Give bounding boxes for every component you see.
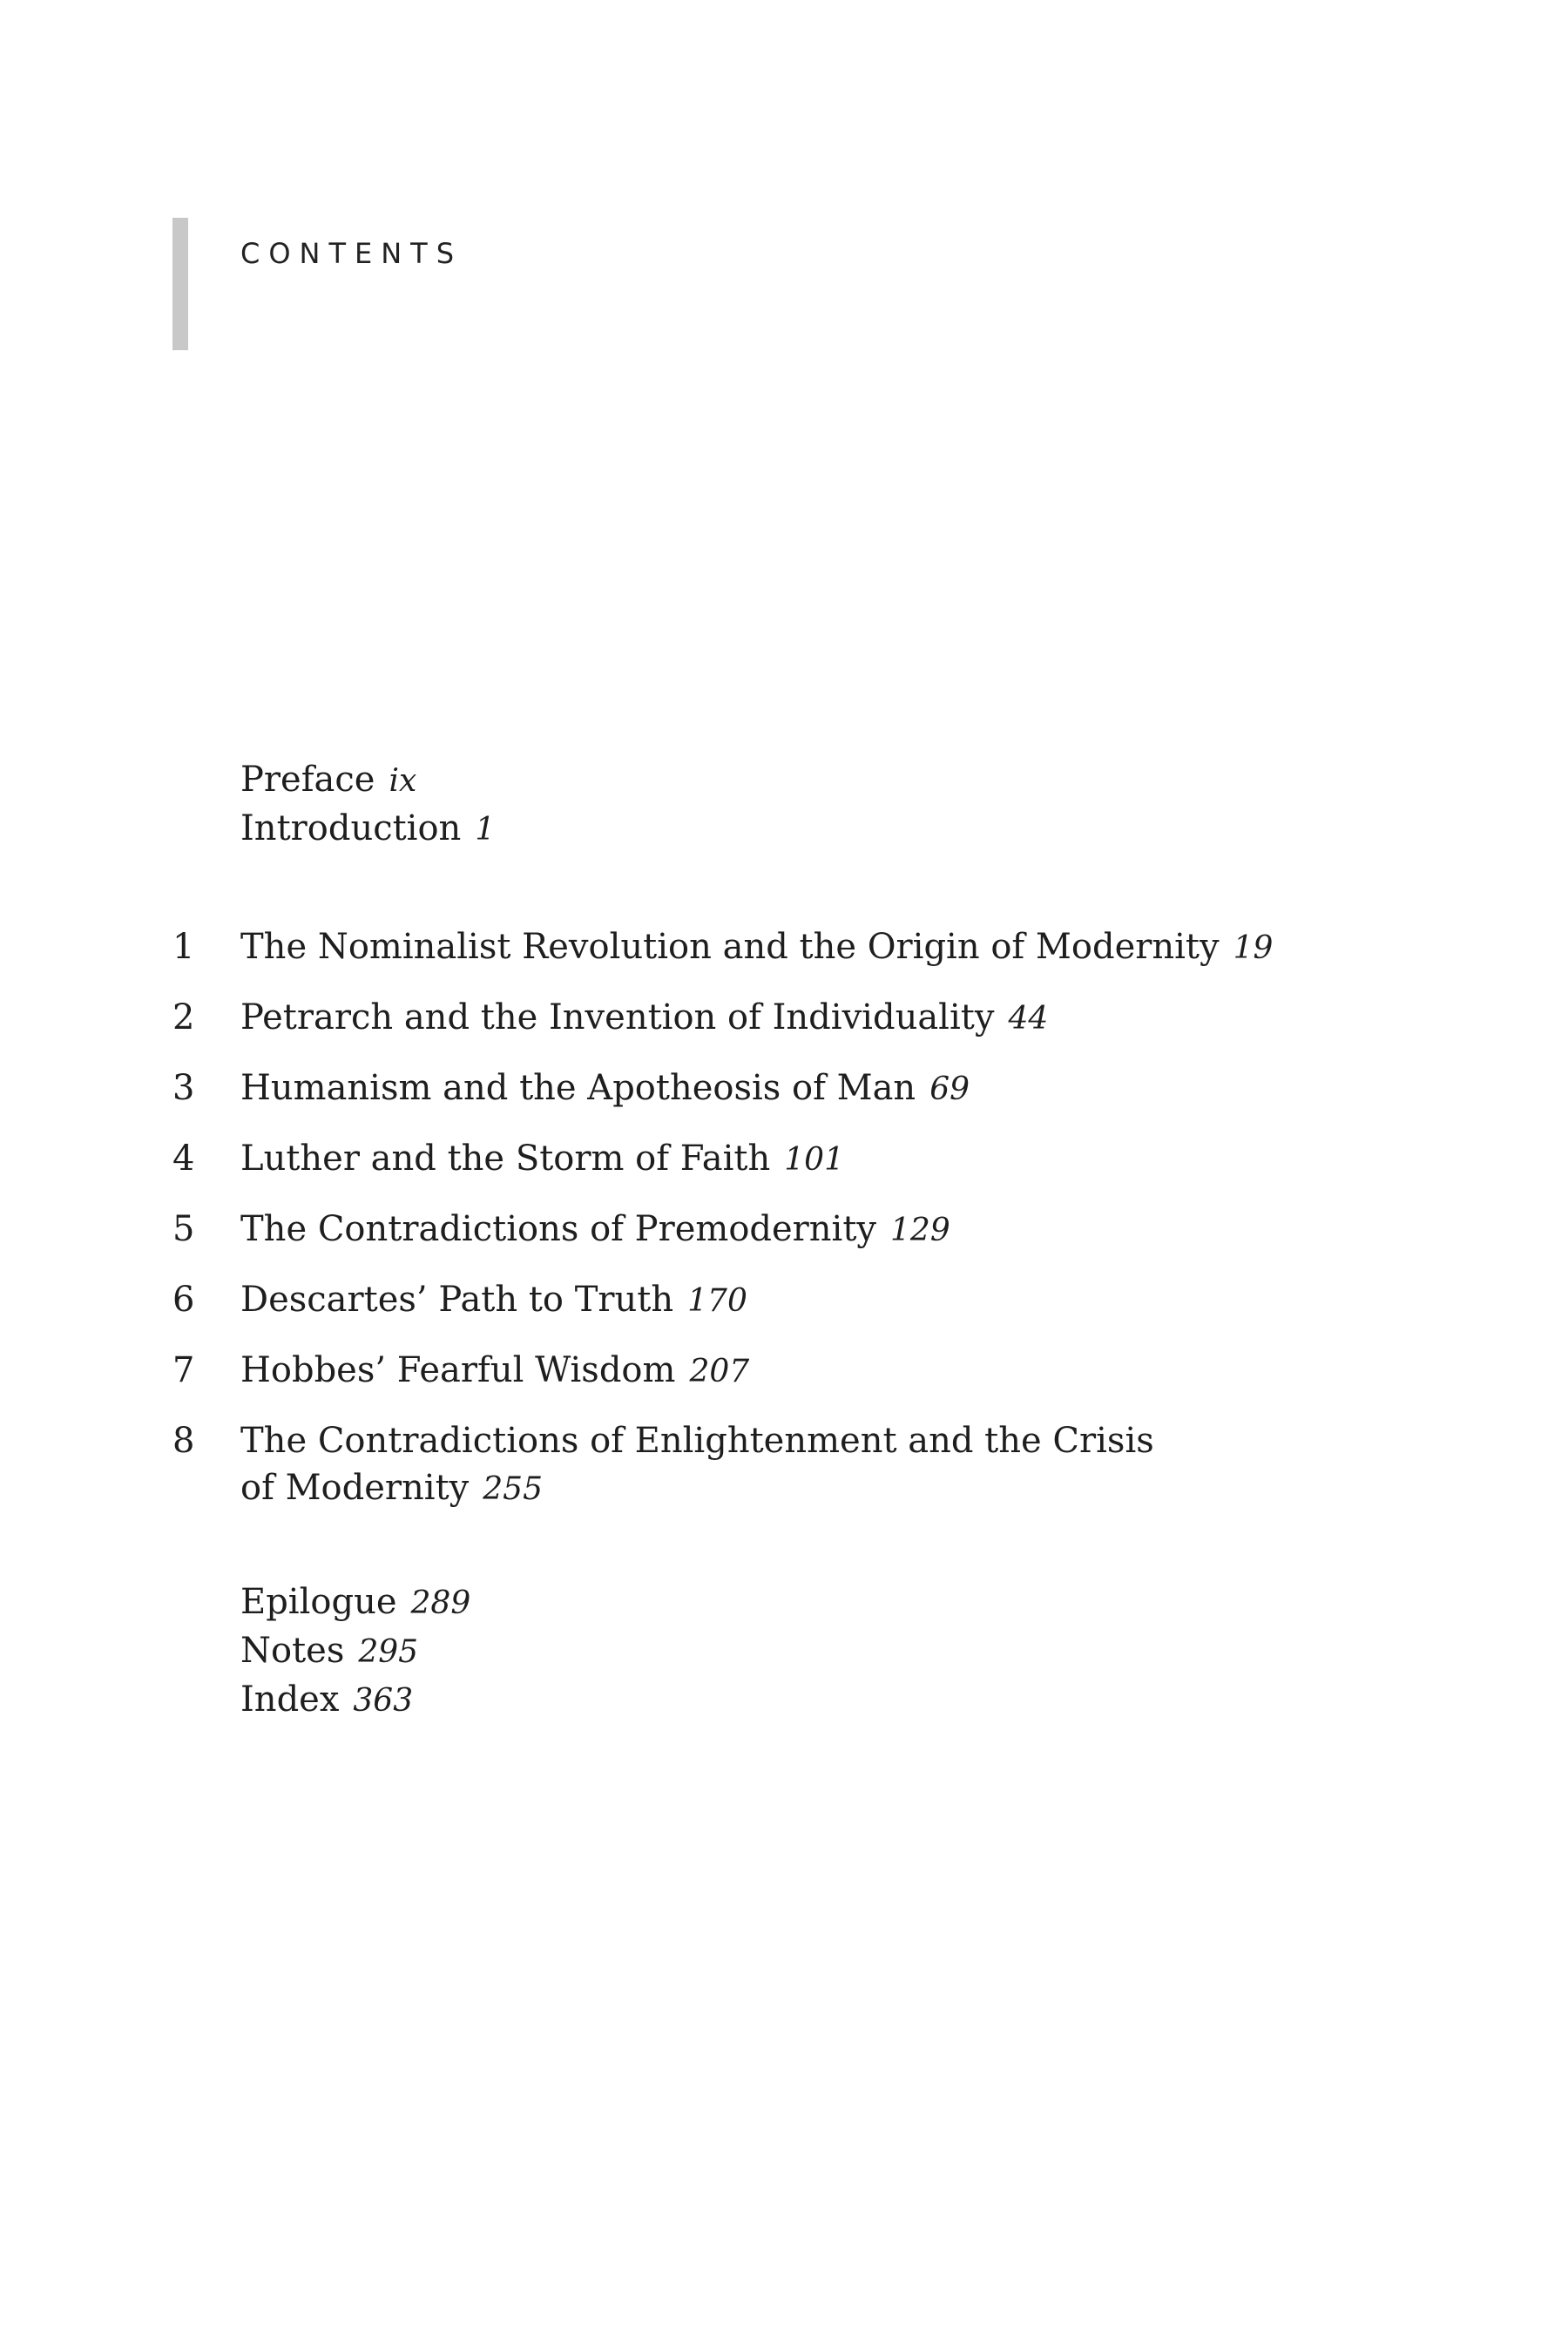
entry-page-number: 207: [689, 1354, 750, 1389]
entry-title: The Contradictions of Enlightenment and the Crisis: [240, 1421, 1154, 1461]
entry-page-number: 101: [784, 1142, 844, 1178]
entry-title: Preface: [240, 760, 375, 800]
entry-title: Descartes’ Path to Truth: [240, 1280, 674, 1320]
entry-page-number: ix: [389, 763, 417, 799]
toc-entry-chapter-5[interactable]: [0, 1206, 1568, 1276]
toc-entry-chapter-1[interactable]: [0, 923, 1568, 994]
entry-title: Index: [240, 1680, 340, 1720]
chapter-number: 7: [172, 1350, 195, 1390]
toc-entry-chapter-3[interactable]: [0, 1064, 1568, 1135]
toc-entry-chapter-2[interactable]: [0, 994, 1568, 1064]
chapter-number: 2: [172, 997, 195, 1037]
entry-title-continued: of Modernity: [240, 1468, 470, 1508]
entry-page-number: 363: [353, 1683, 414, 1719]
chapter-number: 8: [172, 1421, 195, 1461]
entry-title: Luther and the Storm of Faith: [240, 1139, 771, 1179]
toc-entry-chapter-7[interactable]: [0, 1347, 1568, 1417]
chapter-number: 4: [172, 1139, 195, 1179]
chapter-list: [0, 923, 1568, 1535]
chapter-number: 5: [172, 1209, 195, 1249]
entry-page-number: 289: [410, 1585, 471, 1621]
entry-page-number: 69: [929, 1071, 970, 1107]
chapter-number: 3: [172, 1068, 195, 1108]
entry-title: Notes: [240, 1631, 345, 1671]
entry-page-number: 19: [1233, 930, 1274, 966]
entry-title: Petrarch and the Invention of Individuality: [240, 997, 995, 1037]
page-title: CONTENTS: [240, 237, 463, 270]
entry-title: Epilogue: [240, 1582, 397, 1622]
entry-title: Humanism and the Apotheosis of Man: [240, 1068, 916, 1108]
toc-entry-introduction[interactable]: [240, 805, 495, 854]
toc-entry-index[interactable]: [240, 1676, 470, 1725]
entry-title: The Nominalist Revolution and the Origin of Modernity: [240, 927, 1220, 967]
toc-entry-chapter-6[interactable]: [0, 1276, 1568, 1347]
chapter-number: 1: [172, 927, 195, 967]
toc-entry-preface[interactable]: [240, 756, 495, 805]
entry-title: Hobbes’ Fearful Wisdom: [240, 1350, 676, 1390]
entry-page-number: 44: [1008, 1001, 1049, 1037]
front-matter-list: [240, 756, 495, 854]
entry-title: Introduction: [240, 808, 462, 848]
toc-entry-notes[interactable]: [240, 1627, 470, 1676]
entry-page-number: 295: [358, 1634, 419, 1670]
toc-entry-epilogue[interactable]: [240, 1578, 470, 1627]
heading-accent-bar: [172, 218, 188, 350]
chapter-number: 6: [172, 1280, 195, 1320]
entry-page-number: 170: [687, 1283, 747, 1319]
toc-entry-chapter-4[interactable]: [0, 1135, 1568, 1206]
entry-page-number: 129: [890, 1213, 950, 1248]
toc-entry-chapter-8[interactable]: [0, 1417, 1568, 1535]
entry-title: The Contradictions of Premodernity: [240, 1209, 877, 1249]
entry-page-number: 1: [475, 812, 496, 848]
entry-page-number: 255: [483, 1471, 543, 1507]
back-matter-list: [240, 1578, 470, 1725]
